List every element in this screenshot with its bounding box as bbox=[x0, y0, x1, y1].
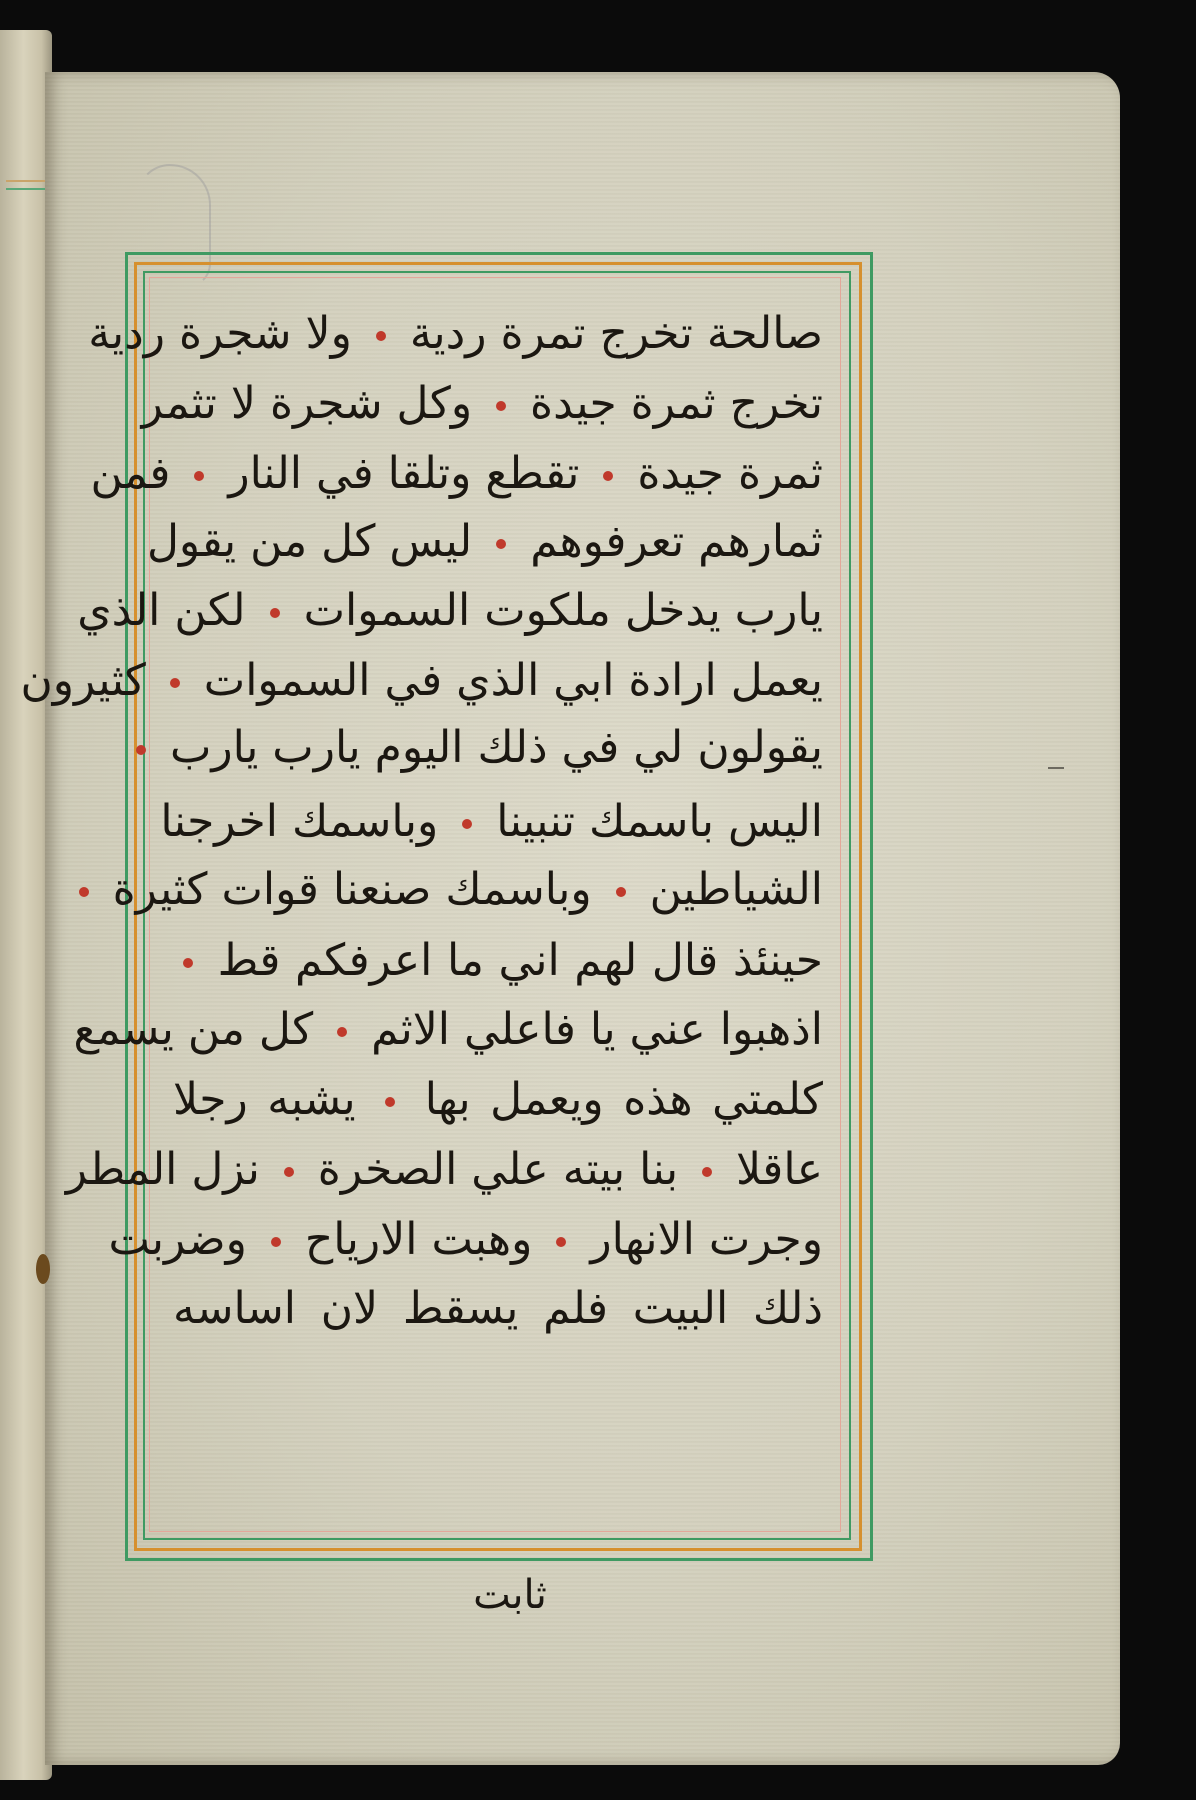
manuscript-line: تخرج ثمرة جيدة وكل شجرة لا تثمر bbox=[141, 378, 823, 429]
rubric-dot bbox=[284, 1167, 294, 1177]
manuscript-line: ثمرة جيدة تقطع وتلقا في النار فمن bbox=[90, 448, 823, 499]
manuscript-line: عاقلا بنا بيته علي الصخرة نزل المطر bbox=[65, 1144, 823, 1195]
rubric-dot bbox=[385, 1097, 395, 1107]
rubric-dot bbox=[616, 887, 626, 897]
rubric-dot bbox=[194, 471, 204, 481]
rubric-dot bbox=[79, 887, 89, 897]
manuscript-line: كلمتي هذه ويعمل بها يشبه رجلا bbox=[173, 1074, 823, 1125]
rubric-dot bbox=[462, 819, 472, 829]
manuscript-line: اليس باسمك تنبينا وباسمك اخرجنا bbox=[160, 796, 823, 847]
rubric-dot bbox=[183, 958, 193, 968]
text-block bbox=[20, 297, 823, 1517]
rubric-dot bbox=[136, 745, 146, 755]
manuscript-line: يعمل ارادة ابي الذي في السموات كثيرون bbox=[20, 655, 823, 706]
rubric-dot bbox=[496, 401, 506, 411]
rubric-dot bbox=[170, 678, 180, 688]
rubric-dot bbox=[376, 331, 386, 341]
manuscript-line: الشياطين وباسمك صنعنا قوات كثيرة bbox=[173, 853, 823, 927]
binding-stain bbox=[36, 1254, 50, 1284]
manuscript-line: يقولون لي في ذلك اليوم يارب يارب bbox=[173, 711, 823, 785]
facing-page-rule bbox=[6, 188, 50, 190]
manuscript-page bbox=[20, 72, 1120, 1765]
manuscript-line: ذلك البيت فلم يسقط لان اساسه bbox=[173, 1283, 823, 1334]
manuscript-line: حينئذ قال لهم اني ما اعرفكم قط bbox=[173, 924, 823, 998]
rubric-dot bbox=[556, 1237, 566, 1247]
margin-mark bbox=[1048, 767, 1064, 769]
facing-page-rule bbox=[6, 180, 50, 182]
rubric-dot bbox=[270, 608, 280, 618]
manuscript-line: يارب يدخل ملكوت السموات لكن الذي bbox=[77, 585, 823, 636]
manuscript-line: صالحة تخرج تمرة ردية ولا شجرة ردية bbox=[88, 308, 823, 359]
manuscript-line: ثمارهم تعرفوهم ليس كل من يقول bbox=[146, 516, 823, 567]
manuscript-line: وجرت الانهار وهبت الارياح وضربت bbox=[108, 1214, 823, 1265]
rubric-dot bbox=[603, 471, 613, 481]
rubric-dot bbox=[337, 1027, 347, 1037]
rubric-dot bbox=[271, 1237, 281, 1247]
rubric-dot bbox=[496, 539, 506, 549]
catchword: ثابت bbox=[473, 1572, 547, 1618]
rubric-dot bbox=[702, 1167, 712, 1177]
manuscript-line: اذهبوا عني يا فاعلي الاثم كل من يسمع bbox=[73, 1004, 823, 1055]
